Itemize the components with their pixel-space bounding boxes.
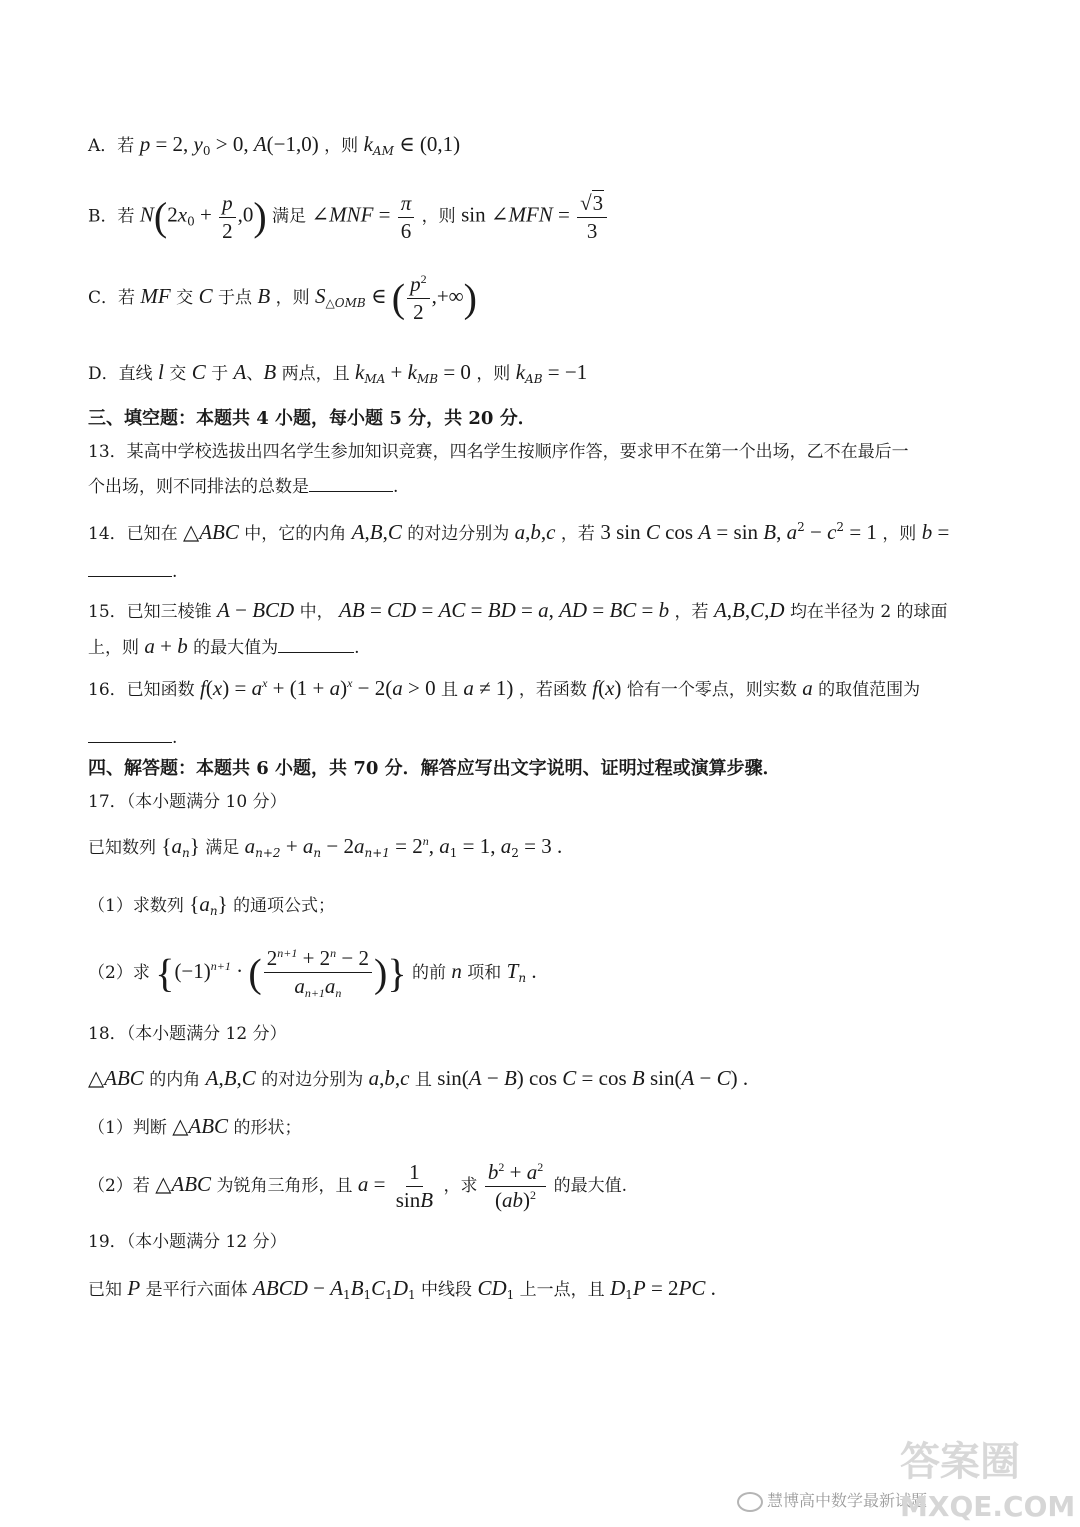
watermark-channel: 慧博高中数学最新试题: [737, 1488, 927, 1512]
answer-blank: [278, 638, 354, 653]
section-4-heading: 四、解答题：本题共 6 小题，共 70 分．解答应写出文字说明、证明过程或演算步骤．: [88, 758, 781, 779]
q18-part1: （1）判断 △ABC 的形状；: [88, 1114, 302, 1138]
q17-title: 17．（本小题满分 10 分）: [88, 792, 287, 812]
q15-line2: 上，则 a + b 的最大值为 .: [88, 634, 360, 658]
option-c: C．若 MF 交 C 于点 B ，则 $S_{\triangle OMB}$ ∈ ( $\frac{p^2}{2}$ ,+∞): [88, 272, 477, 325]
q19-title: 19．（本小题满分 12 分）: [88, 1232, 287, 1252]
option-d: D．直线 l 交 C 于 A、B 两点，且 $k_{MA} + k_{MB} = 0$ ，则 $k_{AB} = -1$: [88, 360, 588, 386]
watermark-brand: 答案圈: [900, 1439, 1020, 1485]
q16-line2: .: [88, 728, 177, 748]
q18-part2: （2）若 △ABC 为锐角三角形，且 a = $\frac{1}{\sin B}$ ，求 $\frac{b^2 + a^2}{(ab)^2}$ 的最大值.: [88, 1160, 628, 1213]
q13-line1: 13．某高中学校选拔出四名学生参加知识竞赛，四名学生按顺序作答，要求甲不在第一个出场，乙不在最后一: [88, 442, 909, 462]
q15-line1: 15．已知三棱锥 A − BCD 中， AB = CD = AC = BD = a, AD = BC = b ，若 A,B,C,D 均在半径为 2 的球面: [88, 598, 948, 622]
answer-blank: [88, 728, 172, 743]
q16-line1: 16．已知函数 $f(x) = a^x + (1 + a)^x - 2(a > 0$ 且 a ≠ 1) ，若函数 f(x) 恰有一个零点，则实数 a 的取值范围为: [88, 676, 921, 700]
option-a: A．若 p = 2, $y_0 > 0$, A(−1,0) ，则 $k_{AM}$ ∈ (0,1): [88, 132, 461, 158]
q13-line2: 个出场，则不同排法的总数是 .: [88, 477, 399, 497]
watermark-site: MXQE.COM: [900, 1490, 1076, 1523]
q18-stem: △ABC 的内角 A,B,C 的对边分别为 a,b,c 且 sin(A − B) cos C = cos B sin(A − C) .: [88, 1066, 749, 1090]
section-3-heading: 三、填空题：本题共 4 小题，每小题 5 分，共 20 分．: [88, 408, 536, 429]
wechat-icon: [737, 1492, 763, 1512]
answer-blank: [309, 477, 393, 492]
q18-title: 18．（本小题满分 12 分）: [88, 1024, 287, 1044]
q17-part1: （1）求数列 $\{a_n\}$ 的通项公式；: [88, 892, 336, 918]
q17-stem: 已知数列 $\{a_n\}$ 满足 $a_{n+2} + a_n - 2a_{n+1} = 2^n$, $a_1 = 1$, $a_2 = 3$ .: [88, 834, 563, 860]
answer-blank: [88, 562, 172, 577]
option-b: B．若 $N(2x_0$ + $\frac{p}{2}$ ,0) 满足 ∠MNF = $\frac{\pi}{6}$ ，则 sin ∠MFN = $\frac{√3}{3}$: [88, 190, 609, 244]
q17-part2: （2）求 {$(-1)^{n+1}$ · ( $\frac{2^{n+1} + 2^n - 2}{a_{n+1}a_n}$ )} 的前 n 项和 $T_n$ .: [88, 946, 537, 1001]
q19-stem: 已知 P 是平行六面体 ABCD − $A_1B_1C_1D_1$ 中线段 $CD_1$ 上一点，且 $D_1P = 2PC$ .: [88, 1276, 716, 1302]
q14-line1: 14．已知在 △ABC 中，它的内角 A,B,C 的对边分别为 a,b,c ，若 3 sin C cos A = sin B, $a^2 - c^2 = 1$ ，则 b =: [88, 520, 950, 544]
q14-line2: .: [88, 562, 177, 582]
